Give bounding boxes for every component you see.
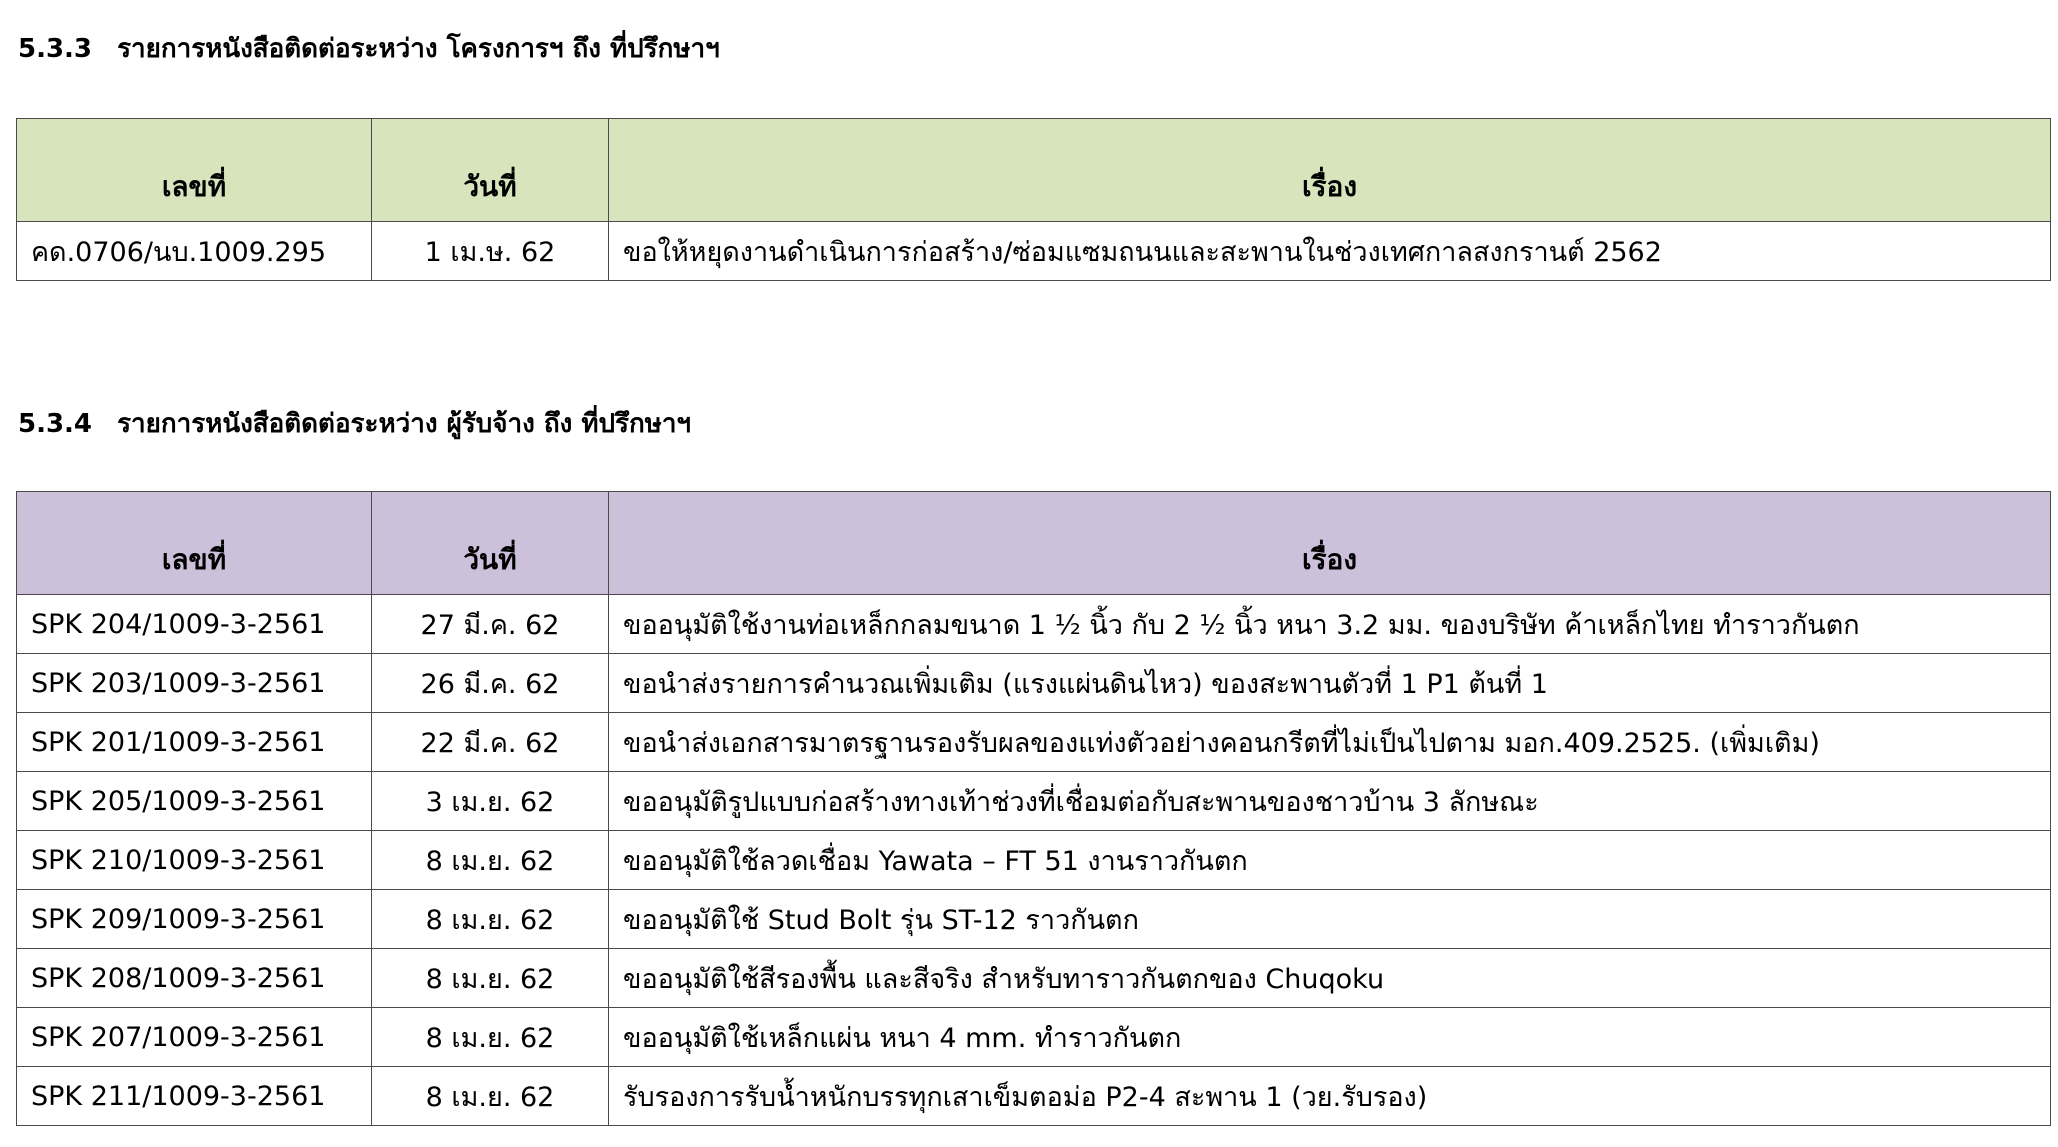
letter-number-cell: SPK 207/1009-3-2561	[17, 1008, 372, 1067]
table-row	[17, 1008, 2051, 1067]
table-body	[17, 222, 2051, 281]
letter-date-cell: 8 เม.ย. 62	[372, 949, 609, 1008]
section-5-3-4-heading	[18, 411, 691, 437]
letter-date-cell: 8 เม.ย. 62	[372, 1067, 609, 1126]
table-row	[17, 1067, 2051, 1126]
table-row	[17, 222, 2051, 281]
correspondence-table-contractor-to-consultant	[16, 491, 2051, 1126]
letter-subject-cell: รับรองการรับน้ำหนักบรรทุกเสาเข็มตอม่อ P2-4 สะพาน 1 (วย.รับรอง)	[609, 1067, 2051, 1126]
letter-date-cell: 8 เม.ย. 62	[372, 831, 609, 890]
column-header-subject: เรื่อง	[609, 119, 2051, 222]
letter-subject-cell: ขออนุมัติรูปแบบก่อสร้างทางเท้าช่วงที่เชื่อมต่อกับสะพานของชาวบ้าน 3 ลักษณะ	[609, 772, 2051, 831]
letter-subject-cell: ขออนุมัติใช้งานท่อเหล็กกลมขนาด 1 ½ นิ้ว กับ 2 ½ นิ้ว หนา 3.2 มม. ของบริษัท ค้าเหล็กไทย ทำราวกันตก	[609, 595, 2051, 654]
section-5-3-3-heading	[18, 36, 720, 62]
letter-number-cell: SPK 208/1009-3-2561	[17, 949, 372, 1008]
table-row	[17, 713, 2051, 772]
letter-date-cell: 8 เม.ย. 62	[372, 890, 609, 949]
section-title: รายการหนังสือติดต่อระหว่าง ผู้รับจ้าง ถึง ที่ปรึกษาฯ	[117, 409, 692, 439]
section-number: 5.3.4	[18, 409, 93, 439]
section-title: รายการหนังสือติดต่อระหว่าง โครงการฯ ถึง ที่ปรึกษาฯ	[117, 34, 720, 64]
column-header-number: เลขที่	[17, 119, 372, 222]
table-row	[17, 654, 2051, 713]
table-row	[17, 831, 2051, 890]
column-header-date: วันที่	[372, 119, 609, 222]
letter-number-cell: SPK 210/1009-3-2561	[17, 831, 372, 890]
letter-date-cell: 3 เม.ย. 62	[372, 772, 609, 831]
table-row	[17, 772, 2051, 831]
table-row	[17, 949, 2051, 1008]
letter-number-cell: SPK 203/1009-3-2561	[17, 654, 372, 713]
letter-subject-cell: ขออนุมัติใช้ลวดเชื่อม Yawata – FT 51 งานราวกันตก	[609, 831, 2051, 890]
table-row	[17, 595, 2051, 654]
letter-number-cell: SPK 205/1009-3-2561	[17, 772, 372, 831]
column-header-date: วันที่	[372, 492, 609, 595]
table-body	[17, 595, 2051, 1126]
letter-date-cell: 1 เม.ษ. 62	[372, 222, 609, 281]
column-header-number: เลขที่	[17, 492, 372, 595]
column-header-subject: เรื่อง	[609, 492, 2051, 595]
letter-date-cell: 22 มี.ค. 62	[372, 713, 609, 772]
letter-number-cell: SPK 209/1009-3-2561	[17, 890, 372, 949]
letter-subject-cell: ขออนุมัติใช้ Stud Bolt รุ่น ST-12 ราวกันตก	[609, 890, 2051, 949]
letter-subject-cell: ขอนำส่งเอกสารมาตรฐานรองรับผลของแท่งตัวอย่างคอนกรีตที่ไม่เป็นไปตาม มอก.409.2525. (เพิ่มเติม)	[609, 713, 2051, 772]
letter-subject-cell: ขอนำส่งรายการคำนวณเพิ่มเติม (แรงแผ่นดินไหว) ของสะพานตัวที่ 1 P1 ต้นที่ 1	[609, 654, 2051, 713]
table-row	[17, 890, 2051, 949]
letter-date-cell: 26 มี.ค. 62	[372, 654, 609, 713]
letter-number-cell: SPK 204/1009-3-2561	[17, 595, 372, 654]
letter-date-cell: 8 เม.ย. 62	[372, 1008, 609, 1067]
section-number: 5.3.3	[18, 34, 93, 64]
letter-number-cell: SPK 201/1009-3-2561	[17, 713, 372, 772]
table-header-row	[17, 119, 2051, 222]
letter-date-cell: 27 มี.ค. 62	[372, 595, 609, 654]
letter-number-cell: SPK 211/1009-3-2561	[17, 1067, 372, 1126]
correspondence-table-project-to-consultant	[16, 118, 2051, 281]
letter-subject-cell: ขอให้หยุดงานดำเนินการก่อสร้าง/ซ่อมแซมถนนและสะพานในช่วงเทศกาลสงกรานต์ 2562	[609, 222, 2051, 281]
table-header-row	[17, 492, 2051, 595]
letter-number-cell: คด.0706/นบ.1009.295	[17, 222, 372, 281]
letter-subject-cell: ขออนุมัติใช้เหล็กแผ่น หนา 4 mm. ทำราวกันตก	[609, 1008, 2051, 1067]
letter-subject-cell: ขออนุมัติใช้สีรองพื้น และสีจริง สำหรับทาราวกันตกของ Chuqoku	[609, 949, 2051, 1008]
